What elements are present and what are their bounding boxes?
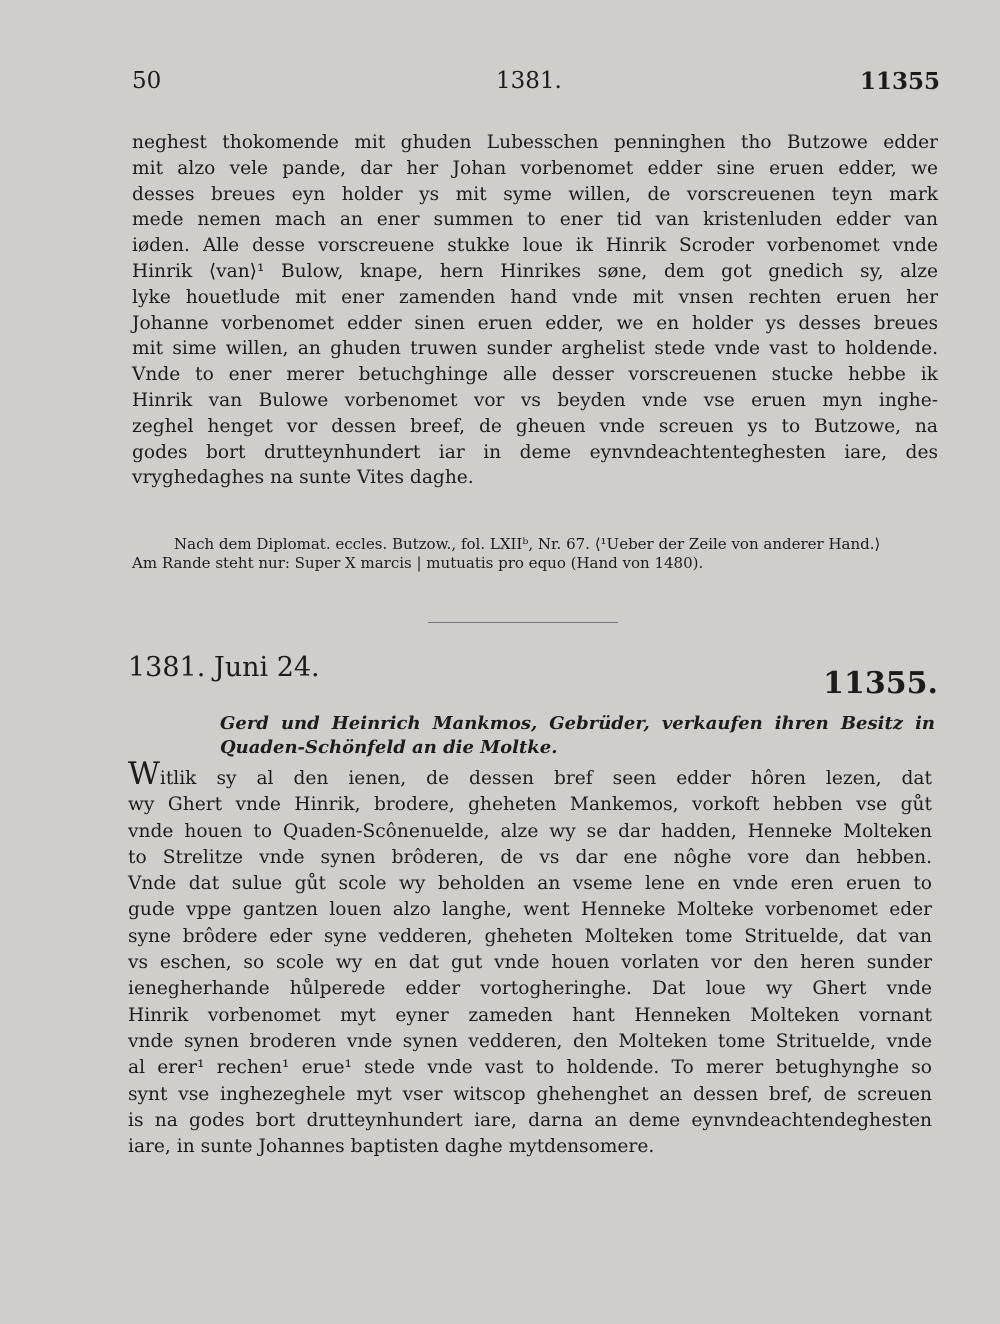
- text-line: vs eschen, so scole wy en dat gut vnde houen vorlaten vor den heren sunder: [128, 952, 932, 974]
- text-line: Hinrik van Bulowe vorbenomet vor vs beyden vnde vse eruen myn inghe-: [132, 389, 938, 411]
- text-line: zeghel henget vor dessen breef, de gheuen vnde screuen ys to Butzowe, na: [132, 415, 938, 437]
- text-line: iare, in sunte Johannes baptisten daghe mytdensomere.: [128, 1136, 655, 1158]
- text-line: synt vse inghezeghele myt vser witscop ghehenghet an dessen bref, de screuen: [128, 1083, 932, 1105]
- text-line: vnde synen broderen vnde synen vedderen, den Molteken tome Strituelde, vnde: [128, 1030, 932, 1052]
- page-header: [132, 68, 940, 108]
- text-line: syne brôdere eder syne vedderen, gheheten Molteken tome Strituelde, dat van: [128, 925, 932, 947]
- source-footnote: [132, 535, 938, 573]
- continued-charter-text: [132, 130, 938, 491]
- text-line: Vnde to ener merer betuchghinge alle desser vorscreuenen stucke hebbe ik: [132, 364, 938, 386]
- text-line: Johanne vorbenomet edder sinen eruen edder, we en holder ys desses breues: [132, 312, 938, 334]
- text-line: gude vppe gantzen louen alzo langhe, went Henneke Molteke vorbenomet eder: [128, 899, 932, 921]
- entry-date: 1381. Juni 24.: [128, 652, 320, 683]
- text-line: mede nemen mach an ener summen to ener tid van kristenluden edder van: [132, 209, 938, 231]
- text-line: wy Ghert vnde Hinrik, brodere, gheheten Mankemos, vorkoft hebben vse gůt: [128, 794, 932, 816]
- running-document-number: 11355: [859, 68, 940, 95]
- text-line: desses breues eyn holder ys mit syme willen, de vorscreuenen teyn mark: [132, 183, 938, 205]
- text-line: is na godes bort drutteynhundert iare, darna an deme eynvndeachtendeghesten: [128, 1109, 932, 1131]
- text-line: vryghedaghes na sunte Vites daghe.: [132, 467, 474, 489]
- text-line: godes bort drutteynhundert iar in deme eynvndeachtenteghesten iare, des: [132, 441, 938, 463]
- text-line: lyke houetlude mit ener zamenden hand vnde mit vnsen rechten eruen her: [132, 286, 938, 308]
- first-line-rest: itlik sy al den ienen, de dessen bref seen edder hôren lezen, dat: [159, 768, 932, 789]
- text-line: mit alzo vele pande, dar her Johan vorbenomet edder sine eruen edder, we: [132, 157, 938, 179]
- initial-letter: W: [128, 756, 160, 792]
- page-number: 50: [132, 68, 162, 94]
- entry-title: [220, 712, 935, 760]
- footnote-line: Am Rande steht nur: Super X marcis | mutuatis pro equo (Hand von 1480).: [132, 554, 704, 572]
- title-line: Quaden-Schönfeld an die Moltke.: [220, 737, 558, 758]
- text-line: ienegherhande hůlperede edder vortogheringhe. Dat loue wy Ghert vnde: [128, 978, 932, 1000]
- text-line: Hinrik ⟨van⟩¹ Bulow, knape, hern Hinrikes søne, dem got gnedich sy, alze: [132, 260, 938, 282]
- text-line: Vnde dat sulue gůt scole wy beholden an vseme lene en vnde eren eruen to: [128, 873, 932, 895]
- text-line: to Strelitze vnde synen brôderen, de vs dar ene nôghe vore dan hebben.: [128, 846, 932, 868]
- entry-number: 11355.: [823, 666, 938, 701]
- footnote-line: Nach dem Diplomat. eccles. Butzow., fol. LXIIᵇ, Nr. 67. ⟨¹Ueber der Zeile von anderer Hand.⟩: [174, 535, 881, 553]
- first-text-line: [128, 756, 932, 792]
- running-year: 1381.: [496, 68, 562, 94]
- text-line: neghest thokomende mit ghuden Lubesschen penninghen tho Butzowe edder: [132, 132, 938, 153]
- charter-text: [128, 756, 932, 1160]
- text-line: Hinrik vorbenomet myt eyner zameden hant Henneken Molteken vornant: [128, 1004, 932, 1026]
- text-line: al erer¹ rechen¹ erue¹ stede vnde vast to holdende. To merer betughynghe so: [128, 1057, 932, 1079]
- text-line: mit sime willen, an ghuden truwen sunder arghelist stede vnde vast to holdende.: [132, 338, 938, 360]
- text-line: iøden. Alle desse vorscreuene stukke loue ik Hinrik Scroder vorbenomet vnde: [132, 235, 938, 257]
- section-divider: [428, 622, 618, 623]
- title-line: Gerd und Heinrich Mankmos, Gebrüder, verkaufen ihren Besitz in: [220, 713, 935, 734]
- text-line: vnde houen to Quaden-Scônenuelde, alze wy se dar hadden, Henneke Molteken: [128, 820, 932, 842]
